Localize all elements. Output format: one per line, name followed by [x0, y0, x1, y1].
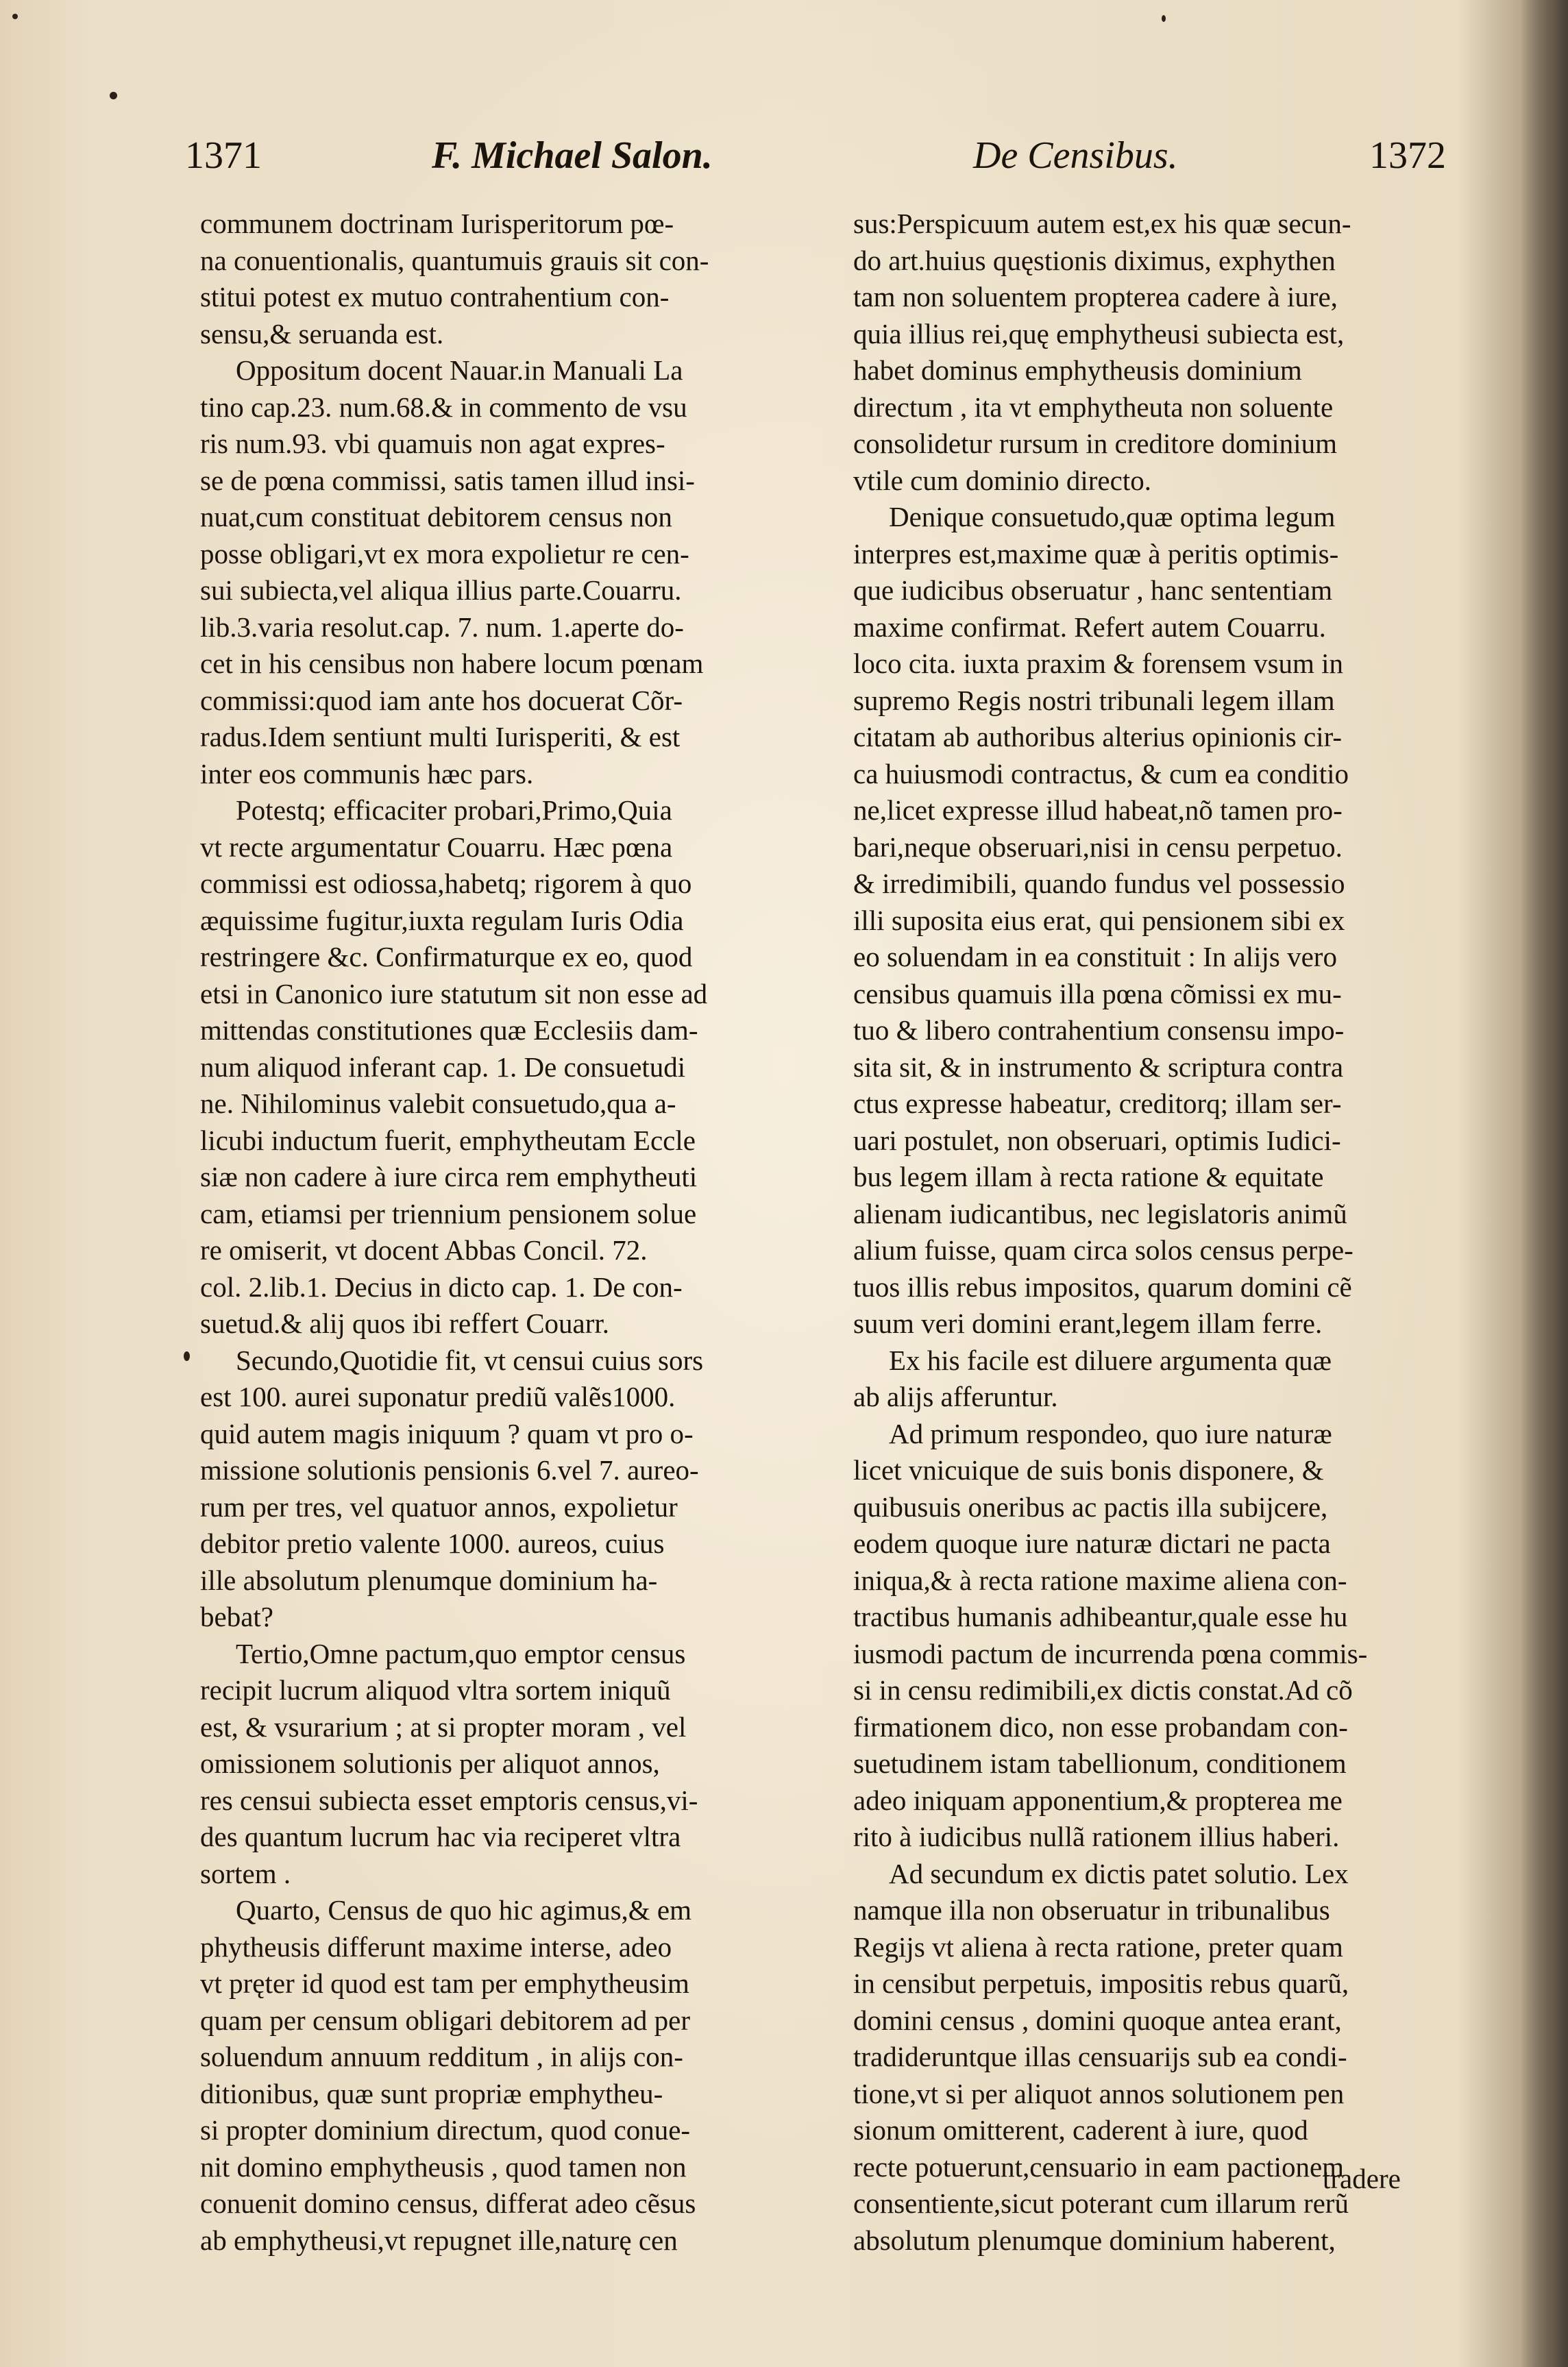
text-line: Secundo,Quotidie fit, vt censui cuius sors	[236, 1344, 704, 1376]
text-line: Ex his facile est diluere argumenta quæ	[889, 1344, 1332, 1376]
text-line: æquissime fugitur,iuxta regulam Iuris Odia	[200, 904, 684, 936]
text-line: bebat?	[200, 1601, 273, 1632]
text-line: vtile cum dominio directo.	[853, 464, 1151, 496]
text-line: communem doctrinam Iurisperitorum pœ-	[200, 208, 674, 239]
text-line: recipit lucrum aliquod vltra sortem iniquũ	[200, 1674, 671, 1706]
text-line: maxime confirmat. Refert autem Couarru.	[853, 611, 1326, 643]
text-line: omissionem solutionis per aliquot annos,	[200, 1747, 660, 1779]
text-line: Quarto, Census de quo hic agimus,& em	[236, 1894, 692, 1926]
text-line: do art.huius quęstionis diximus, exphythen	[853, 244, 1336, 276]
text-line: alienam iudicantibus, nec legislatoris animũ	[853, 1197, 1347, 1229]
text-line: licubi inductum fuerit, emphytheutam Eccle	[200, 1124, 696, 1156]
running-head-author: F. Michael Salon.	[432, 134, 713, 177]
text-line: tione,vt si per aliquot annos solutionem pen	[853, 2077, 1345, 2109]
text-column-right	[853, 206, 1443, 2259]
text-line: que iudicibus obseruatur , hanc sententiam	[853, 574, 1333, 606]
text-line: restringere &c. Confirmaturque ex eo, quod	[200, 941, 693, 972]
text-line: radus.Idem sentiunt multi Iurisperiti, & est	[200, 721, 681, 752]
text-line: Ad secundum ex dictis patet solutio. Lex	[889, 1857, 1349, 1889]
text-line: des quantum lucrum hac via reciperet vltra	[200, 1821, 681, 1852]
text-line: iniqua,& à recta ratione maxime aliena con-	[853, 1564, 1347, 1596]
text-line: sionum omitterent, caderent à iure, quod	[853, 2114, 1308, 2146]
text-line: stitui potest ex mutuo contrahentium con-	[200, 281, 670, 312]
text-line: inter eos communis hæc pars.	[200, 757, 534, 789]
text-line: ctus expresse habeatur, creditorq; illam ser-	[853, 1088, 1342, 1119]
text-line: sita sit, & in instrumento & scriptura contra	[853, 1051, 1344, 1083]
text-line: num aliquod inferant cap. 1. De consuetudi	[200, 1051, 686, 1083]
text-line: mittendas constitutiones quæ Ecclesiis dam-	[200, 1014, 698, 1046]
text-line: Oppositum docent Nauar.in Manuali La	[236, 354, 683, 386]
text-line: citatam ab authoribus alterius opinionis cir-	[853, 721, 1343, 752]
text-line: tino cap.23. num.68.& in commento de vsu	[200, 391, 687, 423]
text-line: conuenit domino census, differat adeo cẽsus	[200, 2187, 696, 2219]
text-line: firmationem dico, non esse probandam con-	[853, 1710, 1348, 1743]
text-line: ditionibus, quæ sunt propriæ emphytheu-	[200, 2077, 663, 2109]
text-line: posse obligari,vt ex mora expolietur re cen-	[200, 537, 689, 569]
text-line: na conuentionalis, quantumuis grauis sit con-	[200, 244, 709, 276]
page-gutter-shadow	[1520, 0, 1568, 2367]
text-line: in censibut perpetuis, impositis rebus quarũ,	[853, 1967, 1349, 1999]
text-line: absolutum plenumque dominium haberent,	[853, 2224, 1336, 2256]
ink-speck	[1162, 15, 1166, 22]
text-column-left	[200, 206, 796, 2259]
text-line: ne,licet expresse illud habeat,nõ tamen pro-	[853, 794, 1343, 826]
text-line: ille absolutum plenumque dominium ha-	[200, 1564, 658, 1596]
ink-speck	[110, 92, 117, 99]
text-line: res censui subiecta esset emptoris census,vi-	[200, 1784, 698, 1816]
text-line: quia illius rei,quę emphytheusi subiecta est,	[853, 317, 1345, 349]
text-line: interpres est,maxime quæ à peritis optimis-	[853, 537, 1339, 569]
text-line: Tertio,Omne pactum,quo emptor census	[236, 1637, 686, 1669]
text-line: vt recte argumentatur Couarru. Hæc pœna	[200, 831, 673, 863]
text-line: si propter dominium directum, quod conue-	[200, 2114, 691, 2146]
text-line: ne. Nihilominus valebit consuetudo,qua a-	[200, 1088, 676, 1119]
page-number-right: 1372	[1369, 134, 1446, 177]
text-line: licet vnicuique de suis bonis disponere, &	[853, 1454, 1324, 1486]
text-line: sortem .	[200, 1857, 291, 1889]
text-line: domini census , domini quoque antea erant,	[853, 2004, 1342, 2036]
text-line: nit domino emphytheusis , quod tamen non	[200, 2150, 687, 2183]
text-line: bari,neque obseruari,nisi in censu perpetuo.	[853, 831, 1343, 863]
text-line: tuo & libero contrahentium consensu impo-	[853, 1014, 1345, 1046]
text-line: illi suposita eius erat, qui pensionem sibi ex	[853, 904, 1345, 936]
text-line: se de pœna commissi, satis tamen illud insi-	[200, 464, 695, 496]
text-line: Regijs vt aliena à recta ratione, preter quam	[853, 1930, 1343, 1963]
text-line: phytheusis differunt maxime interse, adeo	[200, 1930, 672, 1963]
text-line: missione solutionis pensionis 6.vel 7. aureo-	[200, 1454, 699, 1486]
text-line: sui subiecta,vel aliqua illius parte.Couarru.	[200, 574, 682, 606]
text-line: consentiente,sicut poterant cum illarum rerũ	[853, 2187, 1349, 2219]
running-head-title: De Censibus.	[973, 134, 1178, 177]
text-line: commissi:quod iam ante hos docuerat Cõr-	[200, 684, 683, 716]
page-header	[185, 134, 1446, 195]
text-line: sensu,& seruanda est.	[200, 317, 444, 349]
text-line: censibus quamuis illa pœna cõmissi ex mu-	[853, 977, 1342, 1009]
text-line: cet in his censibus non habere locum pœnam	[200, 648, 704, 679]
text-line: Ad primum respondeo, quo iure naturæ	[889, 1417, 1332, 1449]
text-line: ab emphytheusi,vt repugnet ille,naturę cen	[200, 2224, 678, 2256]
page-number-left: 1371	[185, 134, 262, 177]
text-line: debitor pretio valente 1000. aureos, cuius	[200, 1528, 665, 1559]
text-line: tuos illis rebus impositos, quarum domini cẽ	[853, 1271, 1352, 1303]
text-line: directum , ita vt emphytheuta non soluente	[853, 391, 1334, 423]
text-line: ris num.93. vbi quamuis non agat expres-	[200, 428, 665, 459]
text-line: quid autem magis iniquum ? quam vt pro o-	[200, 1417, 694, 1449]
text-line: si in censu redimibili,ex dictis constat.Ad cõ	[853, 1674, 1353, 1706]
text-line: & irredimibili, quando fundus vel possessio	[853, 868, 1345, 899]
text-line: loco cita. iuxta praxim & forensem vsum in	[853, 648, 1344, 679]
text-line: namque illa non obseruatur in tribunalibus	[853, 1894, 1330, 1926]
text-line: rum per tres, vel quatuor annos, expolietur	[200, 1491, 678, 1523]
text-line: Potestq; efficaciter probari,Primo,Quia	[236, 794, 672, 826]
text-line: bus legem illam à recta ratione & equitate	[853, 1161, 1324, 1192]
ink-speck	[184, 1351, 190, 1361]
text-line: vt pręter id quod est tam per emphytheusim	[200, 1967, 689, 1999]
text-line: suetudinem istam tabellionum, conditionem	[853, 1747, 1347, 1779]
text-line: re omiserit, vt docent Abbas Concil. 72.	[200, 1234, 648, 1266]
catchword: tradere	[1323, 2163, 1401, 2194]
text-line: supremo Regis nostri tribunali legem illam	[853, 684, 1335, 716]
text-line: consolidetur rursum in creditore dominium	[853, 428, 1337, 459]
text-line: tradideruntque illas censuarijs sub ea condi-	[853, 2041, 1347, 2072]
text-line: cam, etiamsi per triennium pensionem solue	[200, 1197, 697, 1229]
text-line: lib.3.varia resolut.cap. 7. num. 1.aperte do-	[200, 611, 684, 643]
text-line: habet dominus emphytheusis dominium	[853, 354, 1302, 386]
text-line: rito à iudicibus nullã rationem illius haberi.	[853, 1821, 1340, 1852]
text-line: eo soluendam in ea constituit : In alijs vero	[853, 941, 1337, 972]
text-line: Denique consuetudo,quæ optima legum	[889, 501, 1336, 532]
text-line: quibusuis oneribus ac pactis illa subijcere,	[853, 1491, 1328, 1523]
text-line: ab alijs afferuntur.	[853, 1381, 1058, 1412]
text-line: commissi est odiossa,habetq; rigorem à quo	[200, 868, 692, 899]
text-line: suetud.& alij quos ibi reffert Couarr.	[200, 1308, 610, 1339]
text-line: eodem quoque iure naturæ dictari ne pacta	[853, 1528, 1331, 1559]
text-line: uari postulet, non obseruari, optimis Iudici-	[853, 1124, 1341, 1156]
text-line: quam per censum obligari debitorem ad per	[200, 2004, 690, 2036]
text-line: ca huiusmodi contractus, & cum ea conditio	[853, 757, 1349, 789]
text-line: suum veri domini erant,legem illam ferre.	[853, 1308, 1323, 1339]
text-line: etsi in Canonico iure statutum sit non esse ad	[200, 977, 708, 1009]
text-line: soluendum annuum redditum , in alijs con-	[200, 2041, 683, 2072]
text-line: est 100. aurei suponatur prediũ valẽs1000.	[200, 1381, 676, 1412]
text-line: iusmodi pactum de incurrenda pœna commis-	[853, 1637, 1368, 1669]
text-line: adeo iniquam apponentium,& propterea me	[853, 1784, 1343, 1816]
text-line: tractibus humanis adhibeantur,quale esse hu	[853, 1601, 1348, 1632]
ink-speck	[12, 14, 18, 19]
text-line: col. 2.lib.1. Decius in dicto cap. 1. De con-	[200, 1271, 683, 1303]
text-line: recte potuerunt,censuario in eam pactionem	[853, 2150, 1345, 2183]
text-line: est, & vsurarium ; at si propter moram , vel	[200, 1710, 687, 1743]
text-line: siæ non cadere à iure circa rem emphytheuti	[200, 1161, 698, 1192]
text-line: nuat,cum constituat debitorem census non	[200, 501, 672, 532]
text-line: sus:Perspicuum autem est,ex his quæ secun-	[853, 208, 1351, 239]
text-line: tam non soluentem propterea cadere à iure,	[853, 281, 1338, 312]
text-line: alium fuisse, quam circa solos census perpe-	[853, 1234, 1353, 1266]
